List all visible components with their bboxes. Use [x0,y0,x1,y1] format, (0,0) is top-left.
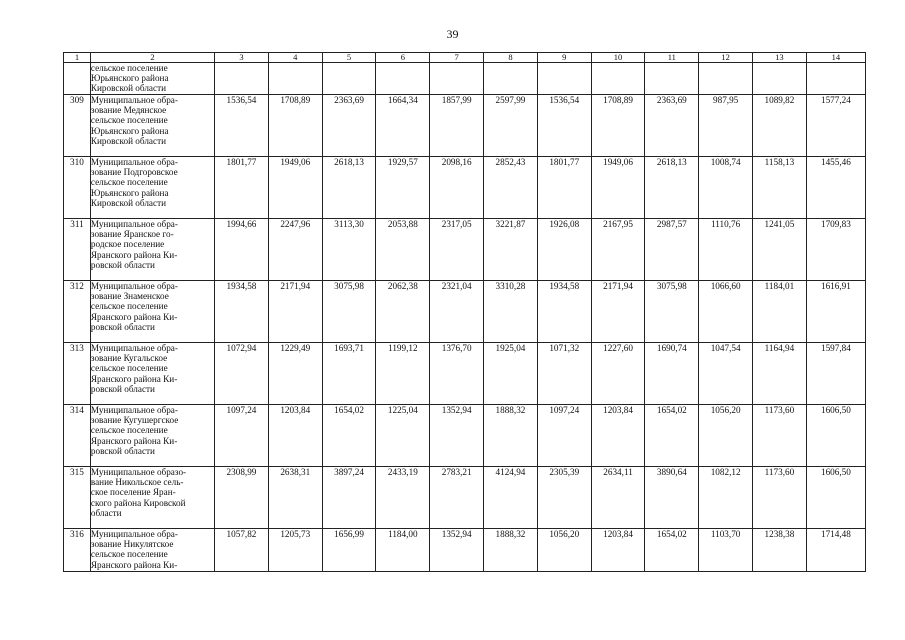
value-cell: 1606,50 [806,405,865,467]
row-number: 309 [64,95,91,157]
value-cell: 2618,13 [322,157,376,219]
value-cell: 1008,74 [699,157,753,219]
value-cell: 1103,70 [699,529,753,572]
value-cell: 4124,94 [484,467,538,529]
value-cell: 1994,66 [215,219,269,281]
municipality-name: Муниципальное обра- зование Яранское го- родское поселение Яранского района Ки- ровской области [90,219,214,281]
column-header: 13 [753,53,807,63]
value-cell: 2053,88 [376,219,430,281]
value-cell: 1241,05 [753,219,807,281]
value-cell: 1801,77 [537,157,591,219]
value-cell: 2321,04 [430,281,484,343]
value-cell: 3113,30 [322,219,376,281]
municipality-name: Муниципальное образо- вание Никольское сель- ское поселение Яран- ского района Кировской области [90,467,214,529]
value-cell: 1934,58 [215,281,269,343]
header-row [64,53,866,63]
value-cell: 1801,77 [215,157,269,219]
column-header: 7 [430,53,484,63]
municipality-name: Муниципальное обра- зование Знаменское сельское поселение Яранского района Ки- ровской области [90,281,214,343]
value-cell: 2247,96 [268,219,322,281]
value-cell: 2308,99 [215,467,269,529]
value-cell: 1056,20 [537,529,591,572]
value-cell: 1929,57 [376,157,430,219]
municipality-name: Муниципальное обра- зование Подгоровское сельское поселение Юрьянского района Кировской области [90,157,214,219]
column-header: 2 [90,53,214,63]
value-cell: 1203,84 [591,405,645,467]
value-cell: 1164,94 [753,343,807,405]
value-cell [537,63,591,95]
column-header: 14 [806,53,865,63]
value-cell: 3075,98 [645,281,699,343]
value-cell: 1199,12 [376,343,430,405]
value-cell: 1714,48 [806,529,865,572]
value-cell: 1664,34 [376,95,430,157]
table-row [64,343,866,405]
table-row [64,157,866,219]
column-header: 4 [268,53,322,63]
value-cell: 1071,32 [537,343,591,405]
value-cell: 2783,21 [430,467,484,529]
value-cell: 1110,76 [699,219,753,281]
value-cell: 3075,98 [322,281,376,343]
column-header: 6 [376,53,430,63]
row-number: 316 [64,529,91,572]
value-cell: 987,95 [699,95,753,157]
value-cell: 1184,01 [753,281,807,343]
value-cell: 1173,60 [753,405,807,467]
value-cell: 1047,54 [699,343,753,405]
value-cell: 1693,71 [322,343,376,405]
value-cell: 1857,99 [430,95,484,157]
value-cell: 1597,84 [806,343,865,405]
data-table [63,52,866,572]
value-cell: 3221,87 [484,219,538,281]
column-header: 10 [591,53,645,63]
value-cell [268,63,322,95]
value-cell: 1949,06 [268,157,322,219]
value-cell: 2433,19 [376,467,430,529]
row-number: 313 [64,343,91,405]
value-cell: 1184,00 [376,529,430,572]
value-cell: 1654,02 [322,405,376,467]
value-cell: 2167,95 [591,219,645,281]
column-header: 1 [64,53,91,63]
value-cell: 1227,60 [591,343,645,405]
row-number: 315 [64,467,91,529]
value-cell: 2634,11 [591,467,645,529]
value-cell [645,63,699,95]
table-body [64,63,866,572]
value-cell: 1606,50 [806,467,865,529]
municipality-name: Муниципальное обра- зование Медянское сельское поселение Юрьянского района Кировской области [90,95,214,157]
row-number: 314 [64,405,91,467]
table-row [64,281,866,343]
value-cell: 1072,94 [215,343,269,405]
table-row [64,219,866,281]
value-cell: 1926,08 [537,219,591,281]
value-cell: 1057,82 [215,529,269,572]
value-cell: 1888,32 [484,405,538,467]
table-row [64,405,866,467]
value-cell [215,63,269,95]
value-cell: 1238,38 [753,529,807,572]
value-cell: 1654,02 [645,529,699,572]
value-cell: 1225,04 [376,405,430,467]
value-cell: 2618,13 [645,157,699,219]
value-cell: 1934,58 [537,281,591,343]
value-cell: 1089,82 [753,95,807,157]
value-cell: 2638,31 [268,467,322,529]
value-cell: 2987,57 [645,219,699,281]
column-header: 8 [484,53,538,63]
value-cell [591,63,645,95]
value-cell: 1656,99 [322,529,376,572]
value-cell: 1455,46 [806,157,865,219]
value-cell: 1203,84 [268,405,322,467]
value-cell: 1708,89 [591,95,645,157]
value-cell: 1066,60 [699,281,753,343]
municipality-name: Муниципальное обра- зование Никулятское сельское поселение Яранского района Ки- [90,529,214,572]
municipality-name: Муниципальное обра- зование Кугушергское сельское поселение Яранского района Ки- ровской области [90,405,214,467]
column-header: 9 [537,53,591,63]
value-cell: 1376,70 [430,343,484,405]
column-header: 12 [699,53,753,63]
value-cell: 2852,43 [484,157,538,219]
value-cell: 1056,20 [699,405,753,467]
value-cell: 3310,28 [484,281,538,343]
value-cell [376,63,430,95]
value-cell [484,63,538,95]
value-cell: 2062,38 [376,281,430,343]
value-cell: 1708,89 [268,95,322,157]
value-cell: 1229,49 [268,343,322,405]
value-cell: 1097,24 [215,405,269,467]
table-row [64,529,866,572]
value-cell: 1205,73 [268,529,322,572]
value-cell: 1949,06 [591,157,645,219]
row-number [64,63,91,95]
municipality-name: Муниципальное обра- зование Кугальское сельское поселение Яранского района Ки- ровской области [90,343,214,405]
row-number: 311 [64,219,91,281]
row-number: 310 [64,157,91,219]
value-cell: 1352,94 [430,529,484,572]
value-cell: 1158,13 [753,157,807,219]
value-cell: 1577,24 [806,95,865,157]
value-cell [430,63,484,95]
value-cell: 1654,02 [645,405,699,467]
value-cell: 3890,64 [645,467,699,529]
value-cell: 1203,84 [591,529,645,572]
value-cell: 2363,69 [322,95,376,157]
value-cell: 1690,74 [645,343,699,405]
municipality-name: сельское поселение Юрьянского района Кировской области [90,63,214,95]
table-row [64,63,866,95]
table-row [64,467,866,529]
value-cell: 1888,32 [484,529,538,572]
value-cell [753,63,807,95]
value-cell: 2098,16 [430,157,484,219]
table-row [64,95,866,157]
column-header: 5 [322,53,376,63]
value-cell: 1352,94 [430,405,484,467]
value-cell: 2317,05 [430,219,484,281]
value-cell: 1925,04 [484,343,538,405]
value-cell: 2171,94 [591,281,645,343]
value-cell: 1616,91 [806,281,865,343]
value-cell: 2363,69 [645,95,699,157]
value-cell [322,63,376,95]
value-cell: 1709,83 [806,219,865,281]
page-number: 39 [446,27,459,41]
value-cell: 2597,99 [484,95,538,157]
value-cell: 2305,39 [537,467,591,529]
value-cell: 2171,94 [268,281,322,343]
value-cell: 1173,60 [753,467,807,529]
column-header: 11 [645,53,699,63]
value-cell: 1097,24 [537,405,591,467]
value-cell: 1082,12 [699,467,753,529]
value-cell: 3897,24 [322,467,376,529]
row-number: 312 [64,281,91,343]
value-cell: 1536,54 [215,95,269,157]
column-header: 3 [215,53,269,63]
value-cell [699,63,753,95]
value-cell: 1536,54 [537,95,591,157]
value-cell [806,63,865,95]
